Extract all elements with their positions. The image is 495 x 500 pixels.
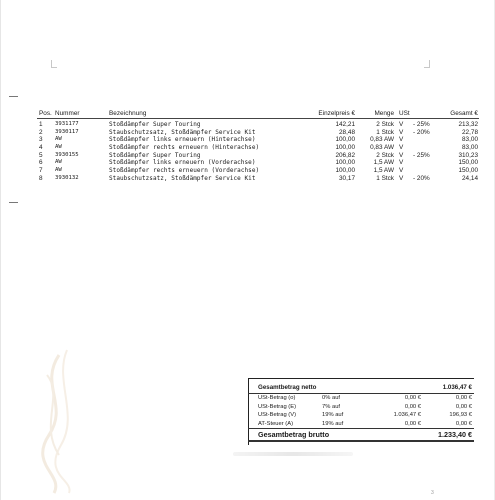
tax-row bbox=[248, 420, 474, 430]
item-vat: V bbox=[399, 136, 404, 144]
header-vat: USt bbox=[399, 110, 410, 117]
item-total: 213,32 bbox=[458, 121, 478, 128]
table-header bbox=[37, 109, 479, 119]
crop-mark-top-left bbox=[51, 60, 57, 68]
item-number: AW bbox=[55, 136, 62, 143]
item-vat: V bbox=[399, 174, 404, 182]
item-total: 83,00 bbox=[462, 144, 478, 152]
fold-mark-upper bbox=[9, 96, 18, 97]
gross-total-label: Gesamtbetrag brutto bbox=[258, 430, 330, 439]
tax-base: 0,00 € bbox=[404, 420, 421, 427]
header-unit-price: Einzelpreis € bbox=[318, 110, 355, 117]
item-description: Staubschutzsatz, Stoßdämpfer Service Kit bbox=[109, 174, 256, 182]
item-unit-price: 100,00 bbox=[335, 167, 355, 175]
item-discount: - 25% bbox=[413, 151, 430, 159]
item-discount: - 25% bbox=[413, 121, 430, 128]
crop-mark-top-right bbox=[424, 60, 430, 68]
item-quantity: 1 Stck bbox=[376, 128, 394, 136]
tax-rate: 0% auf bbox=[322, 395, 341, 401]
net-total-label: Gesamtbetrag netto bbox=[258, 384, 317, 391]
line-items-table bbox=[37, 109, 479, 183]
item-unit-price: 206,82 bbox=[335, 151, 355, 159]
item-total: 24,14 bbox=[462, 174, 478, 182]
item-pos: 6 bbox=[39, 159, 43, 167]
item-quantity: 0,83 AW bbox=[370, 144, 394, 152]
item-pos: 1 bbox=[39, 121, 43, 128]
item-description: Stoßdämpfer Super Touring bbox=[109, 151, 201, 159]
item-unit-price: 28,48 bbox=[339, 128, 355, 136]
gross-total-value: 1.233,40 € bbox=[438, 430, 472, 439]
item-description: Stoßdämpfer rechts erneuern (Hinterachse) bbox=[109, 144, 260, 152]
item-unit-price: 142,21 bbox=[335, 121, 355, 128]
gross-total-row bbox=[248, 429, 474, 442]
table-row bbox=[37, 159, 479, 167]
item-quantity: 2 Stck bbox=[376, 121, 394, 128]
item-pos: 4 bbox=[39, 144, 43, 152]
table-row bbox=[37, 175, 479, 183]
tax-amount: 0,00 € bbox=[455, 420, 472, 427]
header-number: Nummer bbox=[55, 110, 80, 117]
item-number: 3930155 bbox=[55, 151, 79, 158]
fold-mark-lower bbox=[9, 202, 18, 203]
item-total: 150,00 bbox=[458, 167, 478, 175]
item-description: Stoßdämpfer links erneuern (Hinterachse) bbox=[109, 136, 256, 144]
tax-row bbox=[248, 403, 474, 412]
item-pos: 3 bbox=[39, 136, 43, 144]
item-total: 310,23 bbox=[458, 151, 478, 159]
tax-label: USt-Betrag (E) bbox=[258, 403, 297, 410]
tax-amount: 0,00 € bbox=[455, 403, 472, 410]
net-total-row bbox=[248, 383, 474, 394]
item-description: Staubschutzsatz, Stoßdämpfer Service Kit bbox=[109, 128, 256, 136]
item-total: 83,00 bbox=[462, 136, 478, 144]
tax-rate: 7% auf bbox=[322, 403, 341, 410]
item-vat: V bbox=[399, 144, 404, 152]
table-row bbox=[37, 121, 479, 129]
header-quantity: Menge bbox=[374, 110, 394, 117]
item-number: AW bbox=[55, 159, 62, 166]
tax-amount: 196,93 € bbox=[449, 412, 472, 418]
table-row bbox=[37, 152, 479, 160]
header-total: Gesamt € bbox=[450, 110, 478, 117]
tax-base: 0,00 € bbox=[404, 395, 421, 401]
totals-box bbox=[248, 378, 474, 442]
page-number: 3 bbox=[431, 490, 434, 496]
tax-row bbox=[248, 394, 474, 403]
item-discount: - 20% bbox=[413, 174, 430, 182]
item-number: 3930117 bbox=[55, 128, 79, 135]
item-number: AW bbox=[55, 167, 62, 174]
item-quantity: 1,5 AW bbox=[373, 159, 394, 167]
table-row bbox=[37, 136, 479, 144]
item-vat: V bbox=[399, 167, 404, 175]
tax-amount: 0,00 € bbox=[455, 395, 472, 401]
table-row bbox=[37, 144, 479, 152]
tax-base: 1.036,47 € bbox=[393, 412, 421, 418]
item-pos: 7 bbox=[39, 167, 43, 175]
item-total: 150,00 bbox=[458, 159, 478, 167]
header-pos: Pos. bbox=[39, 110, 52, 117]
tax-label: AT-Steuer (A) bbox=[258, 420, 294, 427]
blurred-footer-text bbox=[233, 452, 353, 456]
item-quantity: 0,83 AW bbox=[370, 136, 394, 144]
item-quantity: 1,5 AW bbox=[373, 167, 394, 175]
item-pos: 8 bbox=[39, 174, 43, 182]
table-row bbox=[37, 129, 479, 137]
tax-row bbox=[248, 411, 474, 420]
item-quantity: 1 Stck bbox=[376, 174, 394, 182]
header-description: Bezeichnung bbox=[109, 110, 147, 117]
item-discount: - 20% bbox=[413, 128, 430, 136]
item-description: Stoßdämpfer Super Touring bbox=[109, 121, 201, 128]
item-vat: V bbox=[399, 121, 404, 128]
tax-label: USt-Betrag (o) bbox=[258, 395, 296, 401]
item-total: 22,78 bbox=[462, 128, 478, 136]
item-number: 3931177 bbox=[55, 121, 79, 127]
tax-base: 0,00 € bbox=[404, 403, 421, 410]
tax-label: USt-Betrag (V) bbox=[258, 412, 297, 418]
item-unit-price: 100,00 bbox=[335, 144, 355, 152]
item-number: AW bbox=[55, 144, 62, 151]
item-number: 3930132 bbox=[55, 174, 79, 181]
watermark-decoration bbox=[29, 345, 89, 495]
totals-top-rule bbox=[248, 378, 474, 379]
item-unit-price: 100,00 bbox=[335, 136, 355, 144]
item-pos: 2 bbox=[39, 128, 43, 136]
tax-rate: 19% auf bbox=[322, 420, 344, 427]
tax-rate: 19% auf bbox=[322, 412, 344, 418]
item-unit-price: 30,17 bbox=[339, 174, 355, 182]
item-unit-price: 100,00 bbox=[335, 159, 355, 167]
item-description: Stoßdämpfer links erneuern (Vorderachse) bbox=[109, 159, 256, 167]
item-description: Stoßdämpfer rechts erneuern (Vorderachse) bbox=[109, 167, 260, 175]
item-pos: 5 bbox=[39, 151, 43, 159]
item-vat: V bbox=[399, 159, 404, 167]
item-vat: V bbox=[399, 151, 404, 159]
net-total-value: 1.036,47 € bbox=[442, 384, 472, 391]
item-vat: V bbox=[399, 128, 404, 136]
item-quantity: 2 Stck bbox=[376, 151, 394, 159]
table-row bbox=[37, 167, 479, 175]
table-body bbox=[37, 121, 479, 183]
